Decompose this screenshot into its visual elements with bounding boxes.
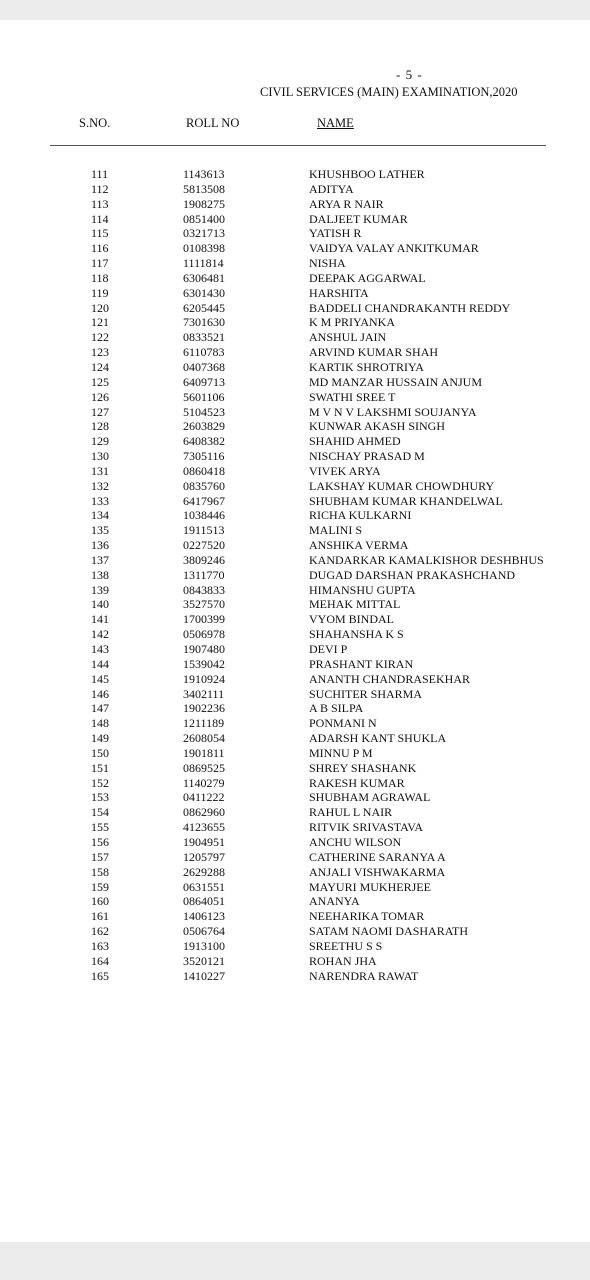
serial-number: 125 (91, 374, 109, 389)
candidate-name: DUGAD DARSHAN PRAKASHCHAND (309, 567, 516, 582)
serial-number: 120 (91, 300, 109, 315)
serial-number: 116 (91, 241, 109, 256)
serial-number: 126 (91, 389, 109, 404)
roll-number: 1140279 (183, 775, 225, 790)
table-row (0, 568, 590, 583)
document-page (0, 20, 590, 1242)
candidate-name: VAIDYA VALAY ANKITKUMAR (309, 241, 479, 256)
roll-number: 1907480 (183, 642, 225, 656)
table-row (0, 716, 590, 731)
serial-number: 134 (91, 508, 109, 523)
roll-number: 0862960 (183, 805, 225, 820)
candidate-name: KHUSHBOO LATHER (309, 167, 425, 181)
candidate-name: KANDARKAR KAMALKISHOR DESHBHUS (309, 552, 544, 567)
roll-number: 7301630 (183, 315, 225, 330)
roll-number: 0411222 (183, 790, 225, 805)
table-row (0, 301, 590, 316)
serial-number: 164 (91, 953, 109, 968)
candidate-name: ANJALI VISHWAKARMA (309, 864, 446, 879)
roll-number: 2608054 (183, 731, 225, 746)
serial-number: 113 (91, 196, 109, 211)
column-header-roll-no: ROLL NO (186, 116, 240, 130)
serial-number: 150 (91, 745, 109, 760)
table-row (0, 835, 590, 850)
candidate-name: KARTIK SHROTRIYA (309, 359, 424, 374)
candidate-name: ANANYA (309, 894, 360, 909)
serial-number: 157 (91, 849, 109, 864)
roll-number: 0851400 (183, 211, 225, 226)
roll-number: 1205797 (183, 849, 225, 864)
serial-number: 139 (91, 582, 109, 597)
table-row (0, 212, 590, 227)
candidate-name: SHUBHAM KUMAR KHANDELWAL (309, 493, 503, 508)
candidate-name: KUNWAR AKASH SINGH (309, 419, 446, 434)
candidate-name: SREETHU S S (309, 938, 383, 953)
serial-number: 115 (91, 226, 109, 241)
serial-number: 124 (91, 359, 109, 374)
roll-number: 0843833 (183, 582, 225, 597)
table-row (0, 167, 590, 182)
candidate-name: HIMANSHU GUPTA (309, 582, 416, 597)
table-row (0, 449, 590, 464)
roll-number: 3402111 (183, 686, 225, 701)
serial-number: 141 (91, 612, 109, 627)
serial-number: 161 (91, 909, 109, 924)
roll-number: 1901811 (183, 745, 225, 760)
candidate-name: BADDELI CHANDRAKANTH REDDY (309, 300, 511, 315)
roll-number: 1311770 (183, 567, 225, 582)
serial-number: 162 (91, 924, 109, 939)
serial-number: 127 (91, 404, 109, 419)
serial-number: 117 (91, 256, 109, 271)
roll-number: 0860418 (183, 463, 225, 478)
candidate-name: RAHUL L NAIR (309, 805, 393, 820)
table-row (0, 523, 590, 538)
serial-number: 136 (91, 538, 109, 553)
table-row (0, 494, 590, 509)
candidate-name: SHAHID AHMED (309, 434, 401, 449)
roll-number: 1211189 (183, 716, 225, 731)
table-row (0, 820, 590, 835)
table-row (0, 375, 590, 390)
serial-number: 112 (91, 181, 109, 196)
roll-number: 6205445 (183, 300, 225, 315)
table-row (0, 538, 590, 553)
candidate-name: ADITYA (309, 181, 354, 196)
page-number: - 5 - (396, 67, 423, 82)
serial-number: 152 (91, 775, 109, 790)
table-row (0, 226, 590, 241)
roll-number: 1902236 (183, 701, 225, 716)
roll-number: 2603829 (183, 419, 225, 434)
roll-number: 1700399 (183, 612, 225, 627)
table-row (0, 850, 590, 865)
roll-number: 1908275 (183, 196, 225, 211)
table-row (0, 731, 590, 746)
roll-number: 0108398 (183, 241, 225, 256)
exam-title: CIVIL SERVICES (MAIN) EXAMINATION,2020 (260, 85, 518, 99)
roll-number: 2629288 (183, 864, 225, 879)
table-row (0, 657, 590, 672)
table-row (0, 241, 590, 256)
serial-number: 145 (91, 671, 109, 686)
table-row (0, 182, 590, 197)
roll-number: 1904951 (183, 834, 225, 849)
candidate-name: ADARSH KANT SHUKLA (309, 731, 447, 746)
serial-number: 143 (91, 642, 109, 656)
roll-number: 4123655 (183, 820, 225, 835)
serial-number: 155 (91, 820, 109, 835)
table-row (0, 924, 590, 939)
table-row (0, 464, 590, 479)
table-row (0, 880, 590, 895)
candidate-name: DALJEET KUMAR (309, 211, 408, 226)
serial-number: 142 (91, 627, 109, 642)
roll-number: 1410227 (183, 968, 225, 983)
table-row (0, 627, 590, 642)
table-row (0, 761, 590, 776)
serial-number: 131 (91, 463, 109, 478)
candidate-name: NISHA (309, 256, 346, 271)
candidate-name: SWATHI SREE T (309, 389, 396, 404)
candidate-name: ARYA R NAIR (309, 196, 384, 211)
serial-number: 158 (91, 864, 109, 879)
candidate-name: M V N V LAKSHMI SOUJANYA (309, 404, 477, 419)
roll-number: 0833521 (183, 330, 225, 345)
roll-number: 0321713 (183, 226, 225, 241)
candidate-name: RITVIK SRIVASTAVA (309, 820, 424, 835)
table-row (0, 315, 590, 330)
serial-number: 159 (91, 879, 109, 894)
table-row (0, 687, 590, 702)
candidate-name: VYOM BINDAL (309, 612, 394, 627)
candidate-name: MD MANZAR HUSSAIN ANJUM (309, 374, 483, 389)
roll-number: 1911513 (183, 523, 225, 538)
table-row (0, 672, 590, 687)
table-row (0, 746, 590, 761)
results-list (0, 167, 590, 983)
serial-number: 151 (91, 760, 109, 775)
roll-number: 3809246 (183, 552, 225, 567)
table-row (0, 360, 590, 375)
table-row (0, 405, 590, 420)
roll-number: 5813508 (183, 181, 225, 196)
roll-number: 1913100 (183, 938, 225, 953)
candidate-name: HARSHITA (309, 285, 369, 300)
column-header-name: NAME (317, 116, 354, 130)
table-row (0, 790, 590, 805)
candidate-name: PONMANI N (309, 716, 377, 731)
candidate-name: CATHERINE SARANYA A (309, 849, 446, 864)
serial-number: 133 (91, 493, 109, 508)
roll-number: 3527570 (183, 597, 225, 612)
candidate-name: ROHAN JHA (309, 953, 377, 968)
candidate-name: LAKSHAY KUMAR CHOWDHURY (309, 478, 495, 493)
candidate-name: RAKESH KUMAR (309, 775, 405, 790)
candidate-name: ANCHU WILSON (309, 834, 402, 849)
table-row (0, 701, 590, 716)
roll-number: 1111814 (183, 256, 224, 271)
roll-number: 0506764 (183, 924, 225, 939)
table-row (0, 583, 590, 598)
candidate-name: MALINI S (309, 523, 362, 538)
roll-number: 0631551 (183, 879, 225, 894)
serial-number: 140 (91, 597, 109, 612)
table-row (0, 612, 590, 627)
candidate-name: PRASHANT KIRAN (309, 656, 414, 671)
table-row (0, 894, 590, 909)
table-row (0, 954, 590, 969)
table-row (0, 865, 590, 880)
serial-number: 138 (91, 567, 109, 582)
roll-number: 0835760 (183, 478, 225, 493)
header-divider (50, 145, 546, 146)
table-row (0, 345, 590, 360)
candidate-name: ANSHIKA VERMA (309, 538, 409, 553)
table-row (0, 434, 590, 449)
roll-number: 0407368 (183, 359, 225, 374)
table-row (0, 390, 590, 405)
candidate-name: K M PRIYANKA (309, 315, 396, 330)
candidate-name: ANSHUL JAIN (309, 330, 387, 345)
roll-number: 0864051 (183, 894, 225, 909)
roll-number: 5601106 (183, 389, 225, 404)
serial-number: 148 (91, 716, 109, 731)
serial-number: 165 (91, 968, 109, 983)
candidate-name: VIVEK ARYA (309, 463, 381, 478)
table-row (0, 776, 590, 791)
candidate-name: SHREY SHASHANK (309, 760, 417, 775)
table-row (0, 479, 590, 494)
table-row (0, 419, 590, 434)
table-row (0, 256, 590, 271)
column-header-sno: S.NO. (79, 116, 111, 130)
candidate-name: ARVIND KUMAR SHAH (309, 345, 439, 360)
table-row (0, 197, 590, 212)
roll-number: 3520121 (183, 953, 225, 968)
table-row (0, 508, 590, 523)
serial-number: 132 (91, 478, 109, 493)
roll-number: 5104523 (183, 404, 225, 419)
serial-number: 156 (91, 834, 109, 849)
roll-number: 1406123 (183, 909, 225, 924)
candidate-name: NISCHAY PRASAD M (309, 449, 425, 464)
candidate-name: SATAM NAOMI DASHARATH (309, 924, 469, 939)
table-row (0, 909, 590, 924)
serial-number: 144 (91, 656, 109, 671)
serial-number: 153 (91, 790, 109, 805)
roll-number: 6409713 (183, 374, 225, 389)
roll-number: 0227520 (183, 538, 225, 553)
candidate-name: MEHAK MITTAL (309, 597, 401, 612)
table-row (0, 642, 590, 657)
roll-number: 6306481 (183, 270, 225, 285)
serial-number: 137 (91, 552, 109, 567)
table-row (0, 286, 590, 301)
table-row (0, 553, 590, 568)
roll-number: 6417967 (183, 493, 225, 508)
serial-number: 118 (91, 270, 109, 285)
roll-number: 7305116 (183, 449, 225, 464)
roll-number: 6408382 (183, 434, 225, 449)
candidate-name: A B SILPA (309, 701, 364, 716)
serial-number: 154 (91, 805, 109, 820)
candidate-name: DEVI P (309, 642, 348, 656)
serial-number: 114 (91, 211, 109, 226)
candidate-name: DEEPAK AGGARWAL (309, 270, 426, 285)
serial-number: 135 (91, 523, 109, 538)
table-row (0, 805, 590, 820)
serial-number: 122 (91, 330, 109, 345)
roll-number: 6301430 (183, 285, 225, 300)
roll-number: 1038446 (183, 508, 225, 523)
table-row (0, 330, 590, 345)
table-row (0, 271, 590, 286)
candidate-name: RICHA KULKARNI (309, 508, 412, 523)
serial-number: 163 (91, 938, 109, 953)
roll-number: 1910924 (183, 671, 225, 686)
serial-number: 149 (91, 731, 109, 746)
table-row (0, 969, 590, 984)
serial-number: 129 (91, 434, 109, 449)
serial-number: 121 (91, 315, 109, 330)
serial-number: 123 (91, 345, 109, 360)
candidate-name: YATISH R (309, 226, 362, 241)
roll-number: 0506978 (183, 627, 225, 642)
table-row (0, 939, 590, 954)
roll-number: 0869525 (183, 760, 225, 775)
serial-number: 146 (91, 686, 109, 701)
candidate-name: MAYURI MUKHERJEE (309, 879, 431, 894)
roll-number: 1539042 (183, 656, 225, 671)
roll-number: 1143613 (183, 167, 225, 181)
roll-number: 6110783 (183, 345, 225, 360)
serial-number: 130 (91, 449, 109, 464)
candidate-name: ANANTH CHANDRASEKHAR (309, 671, 471, 686)
candidate-name: NEEHARIKA TOMAR (309, 909, 425, 924)
table-row (0, 597, 590, 612)
serial-number: 160 (91, 894, 109, 909)
candidate-name: SHAHANSHA K S (309, 627, 404, 642)
candidate-name: SHUBHAM AGRAWAL (309, 790, 431, 805)
serial-number: 147 (91, 701, 109, 716)
serial-number: 119 (91, 285, 109, 300)
candidate-name: SUCHITER SHARMA (309, 686, 423, 701)
candidate-name: NARENDRA RAWAT (309, 968, 419, 983)
serial-number: 111 (91, 167, 109, 181)
serial-number: 128 (91, 419, 109, 434)
candidate-name: MINNU P M (309, 745, 373, 760)
